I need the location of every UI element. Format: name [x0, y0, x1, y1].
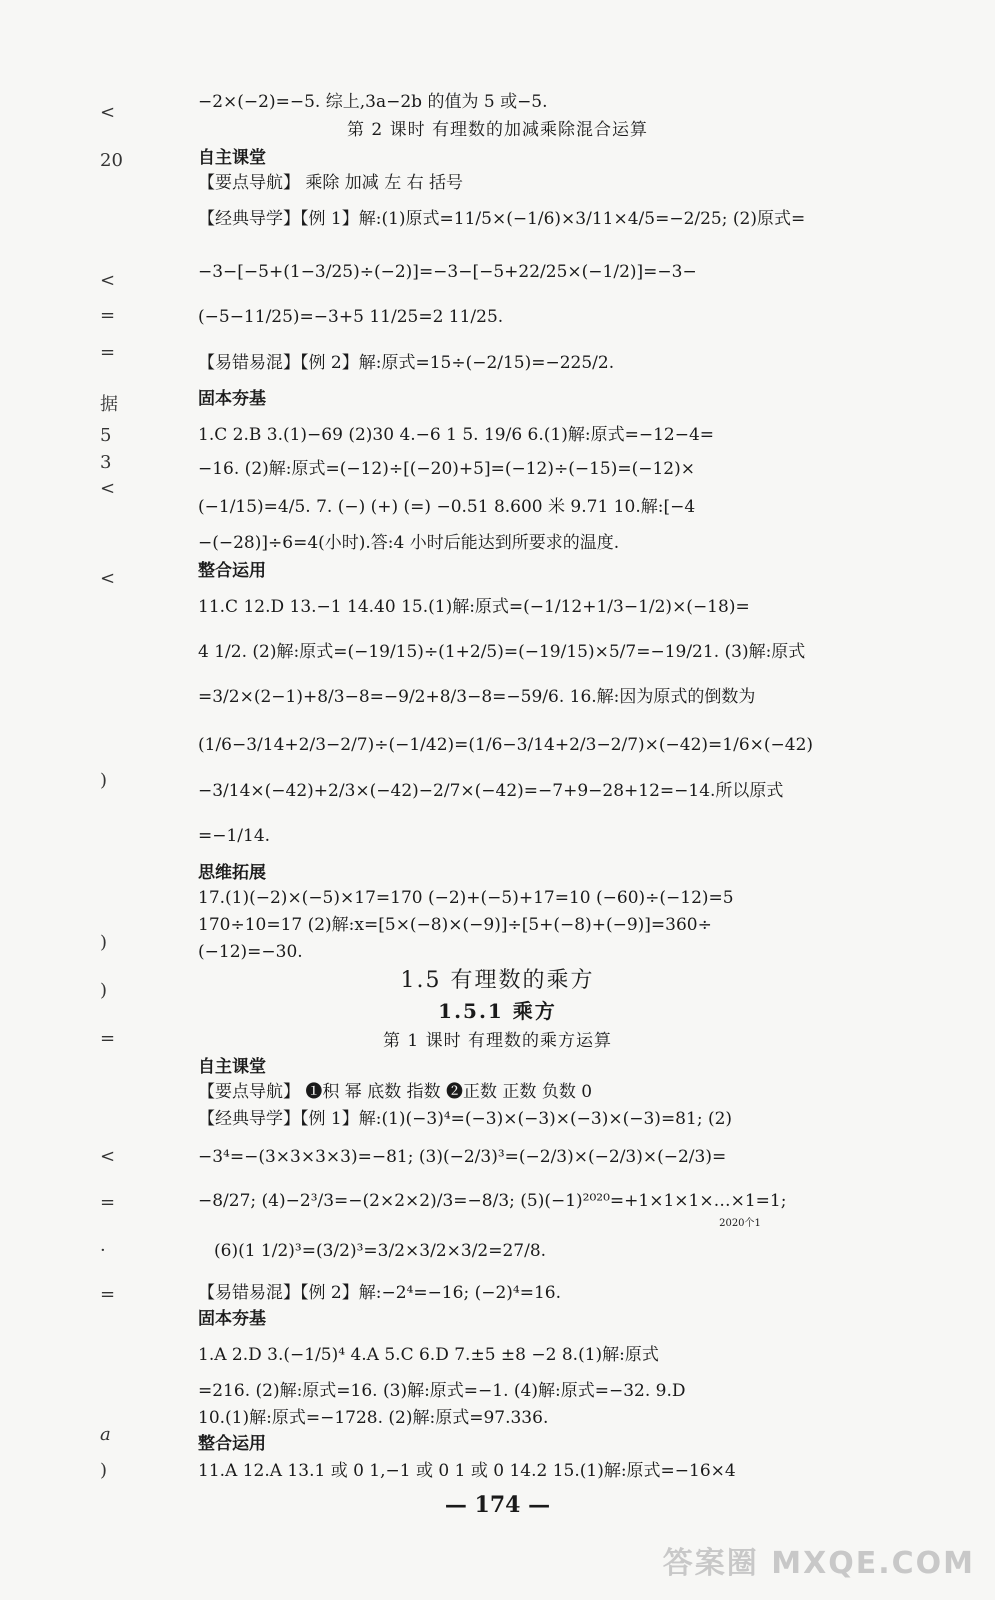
text-line: (1/6−3/14+2/3−2/7)÷(−1/42)=(1/6−3/14+2/3−2/7)×(−42)=1/6×(−42) — [198, 735, 814, 755]
margin-mark: < — [100, 1146, 116, 1167]
text-line: 【经典导学】【例 1】解:(1)原式=11/5×(−1/6)×3/11×4/5=−2/25; (2)原式= — [198, 209, 806, 229]
text-line: (6)(1 1/2)³=(3/2)³=3/2×3/2×3/2=27/8. — [214, 1241, 547, 1261]
text-line: (−12)=−30. — [198, 942, 303, 962]
margin-mark: 20 — [100, 150, 123, 171]
margin-marks — [100, 0, 140, 1600]
text-line: 1.A 2.D 3.(−1/5)⁴ 4.A 5.C 6.D 7.±5 ±8 −2 8.(1)解:原式 — [198, 1345, 659, 1365]
section-heading: 自主课堂 — [198, 1057, 266, 1077]
text-line: 【要点导航】 乘除 加减 左 右 括号 — [198, 173, 464, 193]
margin-mark: 3 — [100, 452, 112, 473]
text-line: 17.(1)(−2)×(−5)×17=170 (−2)+(−5)+17=10 (−60)÷(−12)=5 — [198, 888, 734, 908]
text-line: −3−[−5+(1−3/25)÷(−2)]=−3−[−5+22/25×(−1/2)]=−3− — [198, 262, 697, 282]
text-line: (−5−11/25)=−3+5 11/25=2 11/25. — [198, 307, 504, 327]
margin-mark: = — [100, 342, 116, 363]
text-line: =−1/14. — [198, 826, 271, 846]
margin-mark: · — [100, 1240, 106, 1261]
section-heading: 整合运用 — [198, 561, 266, 581]
page-number: — 174 — — [444, 1492, 551, 1518]
lesson-title: 第 2 课时 有理数的加减乘除混合运算 — [346, 120, 649, 140]
margin-mark: ) — [100, 932, 108, 953]
text-line: −(−28)]÷6=4(小时).答:4 小时后能达到所要求的温度. — [198, 533, 620, 553]
section-heading: 整合运用 — [198, 1434, 266, 1454]
text-line: 11.C 12.D 13.−1 14.40 15.(1)解:原式=(−1/12+1/3−1/2)×(−18)= — [198, 597, 750, 617]
underbrace-label: 2020个1 — [719, 1218, 761, 1229]
margin-mark: = — [100, 1192, 116, 1213]
section-heading: 自主课堂 — [198, 148, 266, 168]
text-line: 【易错易混】【例 2】解:−2⁴=−16; (−2)⁴=16. — [198, 1283, 561, 1303]
text-line: 【易错易混】【例 2】解:原式=15÷(−2/15)=−225/2. — [198, 353, 615, 373]
margin-mark: = — [100, 1028, 116, 1049]
margin-mark: < — [100, 568, 116, 589]
text-line: =216. (2)解:原式=16. (3)解:原式=−1. (4)解:原式=−32. 9.D — [198, 1381, 686, 1401]
margin-mark: a — [100, 1424, 111, 1445]
margin-mark: = — [100, 305, 116, 326]
text-line: 170÷10=17 (2)解:x=[5×(−8)×(−9)]÷[5+(−8)+(−9)]=360÷ — [198, 915, 712, 935]
text-line: −3⁴=−(3×3×3×3)=−81; (3)(−2/3)³=(−2/3)×(−2/3)×(−2/3)= — [198, 1147, 727, 1167]
margin-mark: ) — [100, 770, 108, 791]
text-line: −3/14×(−42)+2/3×(−42)−2/7×(−42)=−7+9−28+12=−14.所以原式 — [198, 781, 784, 801]
margin-mark: < — [100, 270, 116, 291]
watermark: 答案圈 MXQE.COM — [662, 1546, 975, 1581]
margin-mark: < — [100, 102, 116, 123]
text-line: 4 1/2. (2)解:原式=(−19/15)÷(1+2/5)=(−19/15)×5/7=−19/21. (3)解:原式 — [198, 642, 806, 662]
text-line: 10.(1)解:原式=−1728. (2)解:原式=97.336. — [198, 1408, 549, 1428]
margin-mark: = — [100, 1284, 116, 1305]
margin-mark: 5 — [100, 425, 112, 446]
text-line: 1.C 2.B 3.(1)−69 (2)30 4.−6 1 5. 19/6 6.(1)解:原式=−12−4= — [198, 425, 715, 445]
section-heading: 固本夯基 — [198, 389, 266, 409]
chapter-title: 1.5 有理数的乘方 — [400, 968, 595, 993]
text-line: 11.A 12.A 13.1 或 0 1,−1 或 0 1 或 0 14.2 15.(1)解:原式=−16×4 — [198, 1461, 736, 1481]
margin-mark: ) — [100, 1460, 108, 1481]
margin-mark: ) — [100, 980, 108, 1001]
margin-mark: 据 — [100, 394, 118, 415]
text-line: −8/27; (4)−2³/3=−(2×2×2)/3=−8/3; (5)(−1)²⁰²⁰=+1×1×1×…×1=1; — [198, 1191, 787, 1211]
text-line: (−1/15)=4/5. 7. (−) (+) (=) −0.51 8.600 米 9.71 10.解:[−4 — [198, 497, 696, 517]
subsection-title: 1.5.1 乘方 — [438, 999, 557, 1023]
section-heading: 思维拓展 — [198, 863, 266, 883]
text-line: 【经典导学】【例 1】解:(1)(−3)⁴=(−3)×(−3)×(−3)×(−3)=81; (2) — [198, 1109, 733, 1129]
text-line: −16. (2)解:原式=(−12)÷[(−20)+5]=(−12)÷(−15)=(−12)× — [198, 459, 695, 479]
text-line: −2×(−2)=−5. 综上,3a−2b 的值为 5 或−5. — [198, 92, 548, 112]
section-heading: 固本夯基 — [198, 1309, 266, 1329]
lesson-title: 第 1 课时 有理数的乘方运算 — [382, 1031, 613, 1051]
margin-mark: < — [100, 478, 116, 499]
text-line: =3/2×(2−1)+8/3−8=−9/2+8/3−8=−59/6. 16.解:因为原式的倒数为 — [198, 687, 756, 707]
text-line: 【要点导航】 ❶积 幂 底数 指数 ❷正数 正数 负数 0 — [198, 1082, 593, 1102]
